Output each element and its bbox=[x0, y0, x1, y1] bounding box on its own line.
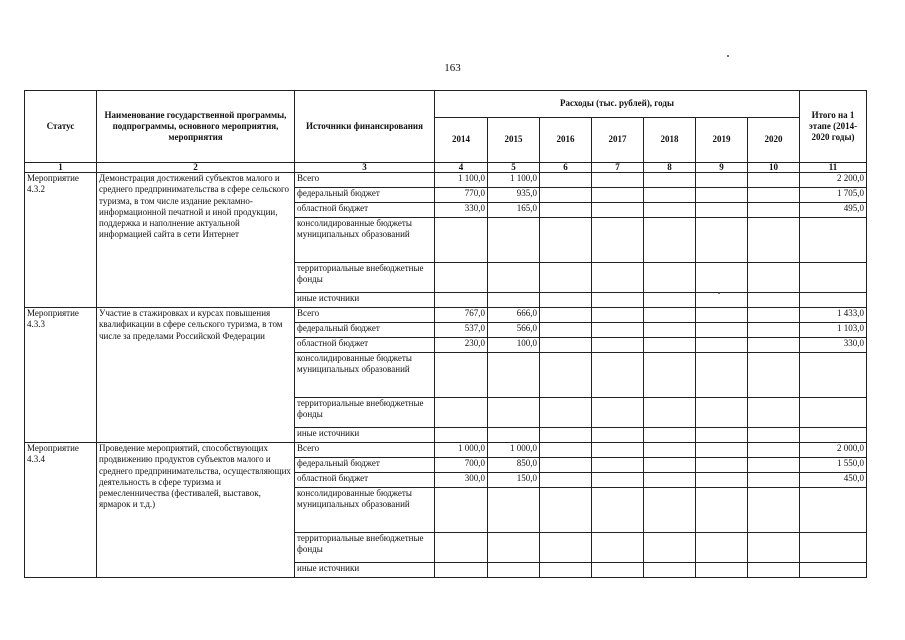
empty-cell bbox=[696, 218, 748, 263]
amount-cell: 700,0 bbox=[435, 458, 488, 473]
header-total: Итого на 1 этапе (2014-2020 годы) bbox=[800, 91, 867, 163]
empty-cell bbox=[644, 203, 696, 218]
funding-source: консолидированные бюджеты муниципальных образований bbox=[295, 488, 435, 533]
empty-cell bbox=[592, 263, 644, 293]
column-number: 8 bbox=[644, 163, 696, 173]
empty-cell bbox=[644, 398, 696, 428]
funding-source: иные источники bbox=[295, 428, 435, 443]
funding-source: иные источники bbox=[295, 293, 435, 308]
amount-cell bbox=[488, 563, 540, 578]
empty-cell bbox=[748, 188, 800, 203]
empty-cell bbox=[644, 428, 696, 443]
empty-cell bbox=[540, 263, 592, 293]
amount-cell bbox=[488, 428, 540, 443]
amount-cell: 1 100,0 bbox=[488, 173, 540, 188]
amount-cell bbox=[435, 533, 488, 563]
empty-cell bbox=[540, 533, 592, 563]
empty-cell bbox=[592, 338, 644, 353]
empty-cell bbox=[696, 473, 748, 488]
table-body bbox=[25, 173, 867, 578]
empty-cell bbox=[696, 323, 748, 338]
empty-cell bbox=[592, 188, 644, 203]
column-number: 5 bbox=[488, 163, 540, 173]
empty-cell bbox=[696, 443, 748, 458]
amount-cell: 150,0 bbox=[488, 473, 540, 488]
empty-cell bbox=[696, 488, 748, 533]
empty-cell bbox=[644, 533, 696, 563]
empty-cell bbox=[540, 563, 592, 578]
empty-cell bbox=[696, 338, 748, 353]
amount-cell bbox=[435, 488, 488, 533]
activity-name: Демонстрация достижений субъектов малого и среднего предпринимательства в сфере сельского туризма, в том числе издание рекламно-информационной печатной и иной продукции, поддержка и наполнение актуальной информацией сайта в сети Интернет bbox=[97, 173, 295, 308]
amount-cell: 100,0 bbox=[488, 338, 540, 353]
funding-source: федеральный бюджет bbox=[295, 458, 435, 473]
empty-cell bbox=[748, 173, 800, 188]
amount-cell bbox=[435, 398, 488, 428]
amount-cell: 666,0 bbox=[488, 308, 540, 323]
table-row bbox=[25, 173, 867, 188]
funding-source: федеральный бюджет bbox=[295, 188, 435, 203]
empty-cell bbox=[696, 563, 748, 578]
budget-table bbox=[24, 90, 867, 578]
total-cell bbox=[800, 263, 867, 293]
header-year: 2017 bbox=[592, 118, 644, 163]
funding-source: областной бюджет bbox=[295, 338, 435, 353]
funding-source: Всего bbox=[295, 443, 435, 458]
amount-cell bbox=[488, 218, 540, 263]
empty-cell bbox=[644, 293, 696, 308]
empty-cell bbox=[592, 398, 644, 428]
empty-cell bbox=[540, 338, 592, 353]
total-cell bbox=[800, 488, 867, 533]
empty-cell bbox=[748, 323, 800, 338]
empty-cell bbox=[540, 473, 592, 488]
amount-cell: 537,0 bbox=[435, 323, 488, 338]
empty-cell bbox=[748, 563, 800, 578]
empty-cell bbox=[644, 563, 696, 578]
empty-cell bbox=[592, 353, 644, 398]
table-row bbox=[25, 308, 867, 323]
empty-cell bbox=[748, 473, 800, 488]
column-number: 2 bbox=[97, 163, 295, 173]
empty-cell bbox=[696, 173, 748, 188]
column-number: 7 bbox=[592, 163, 644, 173]
funding-source: федеральный бюджет bbox=[295, 323, 435, 338]
total-cell bbox=[800, 563, 867, 578]
empty-cell bbox=[644, 473, 696, 488]
amount-cell: 165,0 bbox=[488, 203, 540, 218]
total-cell: 330,0 bbox=[800, 338, 867, 353]
amount-cell bbox=[488, 398, 540, 428]
amount-cell: 330,0 bbox=[435, 203, 488, 218]
amount-cell: 770,0 bbox=[435, 188, 488, 203]
funding-source: консолидированные бюджеты муниципальных образований bbox=[295, 353, 435, 398]
total-cell bbox=[800, 428, 867, 443]
header-year: 2015 bbox=[488, 118, 540, 163]
amount-cell bbox=[488, 488, 540, 533]
header-year: 2018 bbox=[644, 118, 696, 163]
column-number: 4 bbox=[435, 163, 488, 173]
amount-cell: 300,0 bbox=[435, 473, 488, 488]
funding-source: областной бюджет bbox=[295, 473, 435, 488]
total-cell: 1 433,0 bbox=[800, 308, 867, 323]
empty-cell bbox=[696, 533, 748, 563]
scan-speck bbox=[718, 292, 720, 294]
empty-cell bbox=[644, 173, 696, 188]
empty-cell bbox=[644, 338, 696, 353]
empty-cell bbox=[592, 563, 644, 578]
empty-cell bbox=[644, 443, 696, 458]
header-year: 2020 bbox=[748, 118, 800, 163]
total-cell: 1 103,0 bbox=[800, 323, 867, 338]
empty-cell bbox=[748, 218, 800, 263]
page-number: 163 bbox=[444, 62, 461, 74]
amount-cell: 935,0 bbox=[488, 188, 540, 203]
empty-cell bbox=[748, 203, 800, 218]
empty-cell bbox=[696, 203, 748, 218]
empty-cell bbox=[540, 173, 592, 188]
empty-cell bbox=[696, 308, 748, 323]
activity-status: Мероприятие 4.3.3 bbox=[25, 308, 97, 443]
empty-cell bbox=[696, 293, 748, 308]
funding-source: территориальные внебюджетные фонды bbox=[295, 398, 435, 428]
header-sources: Источники финансирования bbox=[295, 91, 435, 163]
empty-cell bbox=[748, 353, 800, 398]
column-number: 10 bbox=[748, 163, 800, 173]
empty-cell bbox=[592, 308, 644, 323]
total-cell bbox=[800, 293, 867, 308]
amount-cell bbox=[435, 428, 488, 443]
column-number: 11 bbox=[800, 163, 867, 173]
empty-cell bbox=[540, 308, 592, 323]
funding-source: Всего bbox=[295, 308, 435, 323]
funding-source: областной бюджет bbox=[295, 203, 435, 218]
total-cell bbox=[800, 398, 867, 428]
empty-cell bbox=[748, 458, 800, 473]
total-cell bbox=[800, 353, 867, 398]
column-number: 3 bbox=[295, 163, 435, 173]
column-number: 1 bbox=[25, 163, 97, 173]
amount-cell bbox=[488, 353, 540, 398]
empty-cell bbox=[540, 218, 592, 263]
empty-cell bbox=[696, 188, 748, 203]
empty-cell bbox=[592, 473, 644, 488]
empty-cell bbox=[644, 308, 696, 323]
table-row bbox=[25, 443, 867, 458]
empty-cell bbox=[696, 263, 748, 293]
activity-name: Участие в стажировках и курсах повышения квалификации в сфере сельского туризма, в том числе за пределами Российской Федерации bbox=[97, 308, 295, 443]
empty-cell bbox=[696, 458, 748, 473]
empty-cell bbox=[592, 488, 644, 533]
header-year: 2014 bbox=[435, 118, 488, 163]
scan-speck bbox=[727, 55, 729, 57]
amount-cell bbox=[435, 263, 488, 293]
header-year: 2016 bbox=[540, 118, 592, 163]
amount-cell: 230,0 bbox=[435, 338, 488, 353]
empty-cell bbox=[748, 338, 800, 353]
column-number: 9 bbox=[696, 163, 748, 173]
empty-cell bbox=[748, 488, 800, 533]
amount-cell: 566,0 bbox=[488, 323, 540, 338]
empty-cell bbox=[748, 263, 800, 293]
empty-cell bbox=[748, 398, 800, 428]
empty-cell bbox=[540, 428, 592, 443]
empty-cell bbox=[592, 323, 644, 338]
empty-cell bbox=[540, 458, 592, 473]
empty-cell bbox=[748, 443, 800, 458]
empty-cell bbox=[592, 533, 644, 563]
empty-cell bbox=[540, 203, 592, 218]
empty-cell bbox=[696, 428, 748, 443]
header-name: Наименование государственной программы, подпрограммы, основного мероприятия, мероприятия bbox=[97, 91, 295, 163]
empty-cell bbox=[748, 533, 800, 563]
empty-cell bbox=[540, 398, 592, 428]
empty-cell bbox=[592, 443, 644, 458]
activity-status: Мероприятие 4.3.4 bbox=[25, 443, 97, 578]
activity-status: Мероприятие 4.3.2 bbox=[25, 173, 97, 308]
header-status: Статус bbox=[25, 91, 97, 163]
empty-cell bbox=[592, 428, 644, 443]
empty-cell bbox=[644, 218, 696, 263]
amount-cell: 850,0 bbox=[488, 458, 540, 473]
funding-source: территориальные внебюджетные фонды bbox=[295, 533, 435, 563]
activity-name: Проведение мероприятий, способствующих продвижению продуктов субъектов малого и среднего предпринимательства, осуществляющих деятельность в сфере туризма и ремесленничества (фестивалей, выставок, ярмарок и т.д.) bbox=[97, 443, 295, 578]
amount-cell: 1 000,0 bbox=[435, 443, 488, 458]
total-cell: 450,0 bbox=[800, 473, 867, 488]
empty-cell bbox=[540, 293, 592, 308]
empty-cell bbox=[540, 353, 592, 398]
empty-cell bbox=[592, 293, 644, 308]
empty-cell bbox=[748, 293, 800, 308]
total-cell bbox=[800, 218, 867, 263]
empty-cell bbox=[696, 398, 748, 428]
empty-cell bbox=[592, 458, 644, 473]
empty-cell bbox=[644, 323, 696, 338]
empty-cell bbox=[540, 488, 592, 533]
empty-cell bbox=[644, 353, 696, 398]
amount-cell: 1 100,0 bbox=[435, 173, 488, 188]
amount-cell: 767,0 bbox=[435, 308, 488, 323]
empty-cell bbox=[592, 203, 644, 218]
empty-cell bbox=[592, 173, 644, 188]
amount-cell bbox=[488, 293, 540, 308]
empty-cell bbox=[748, 308, 800, 323]
table-header bbox=[25, 91, 867, 173]
funding-source: иные источники bbox=[295, 563, 435, 578]
total-cell: 1 705,0 bbox=[800, 188, 867, 203]
empty-cell bbox=[696, 353, 748, 398]
empty-cell bbox=[592, 218, 644, 263]
empty-cell bbox=[644, 263, 696, 293]
total-cell: 2 000,0 bbox=[800, 443, 867, 458]
empty-cell bbox=[540, 443, 592, 458]
total-cell: 2 200,0 bbox=[800, 173, 867, 188]
empty-cell bbox=[540, 188, 592, 203]
amount-cell bbox=[488, 533, 540, 563]
funding-source: Всего bbox=[295, 173, 435, 188]
empty-cell bbox=[644, 488, 696, 533]
amount-cell: 1 000,0 bbox=[488, 443, 540, 458]
total-cell: 495,0 bbox=[800, 203, 867, 218]
amount-cell bbox=[435, 353, 488, 398]
empty-cell bbox=[644, 458, 696, 473]
empty-cell bbox=[748, 428, 800, 443]
amount-cell bbox=[435, 293, 488, 308]
empty-cell bbox=[540, 323, 592, 338]
amount-cell bbox=[435, 563, 488, 578]
funding-source: консолидированные бюджеты муниципальных образований bbox=[295, 218, 435, 263]
funding-source: территориальные внебюджетные фонды bbox=[295, 263, 435, 293]
header-expenses: Расходы (тыс. рублей), годы bbox=[435, 91, 800, 118]
amount-cell bbox=[435, 218, 488, 263]
total-cell bbox=[800, 533, 867, 563]
empty-cell bbox=[644, 188, 696, 203]
header-year: 2019 bbox=[696, 118, 748, 163]
column-number: 6 bbox=[540, 163, 592, 173]
total-cell: 1 550,0 bbox=[800, 458, 867, 473]
amount-cell bbox=[488, 263, 540, 293]
